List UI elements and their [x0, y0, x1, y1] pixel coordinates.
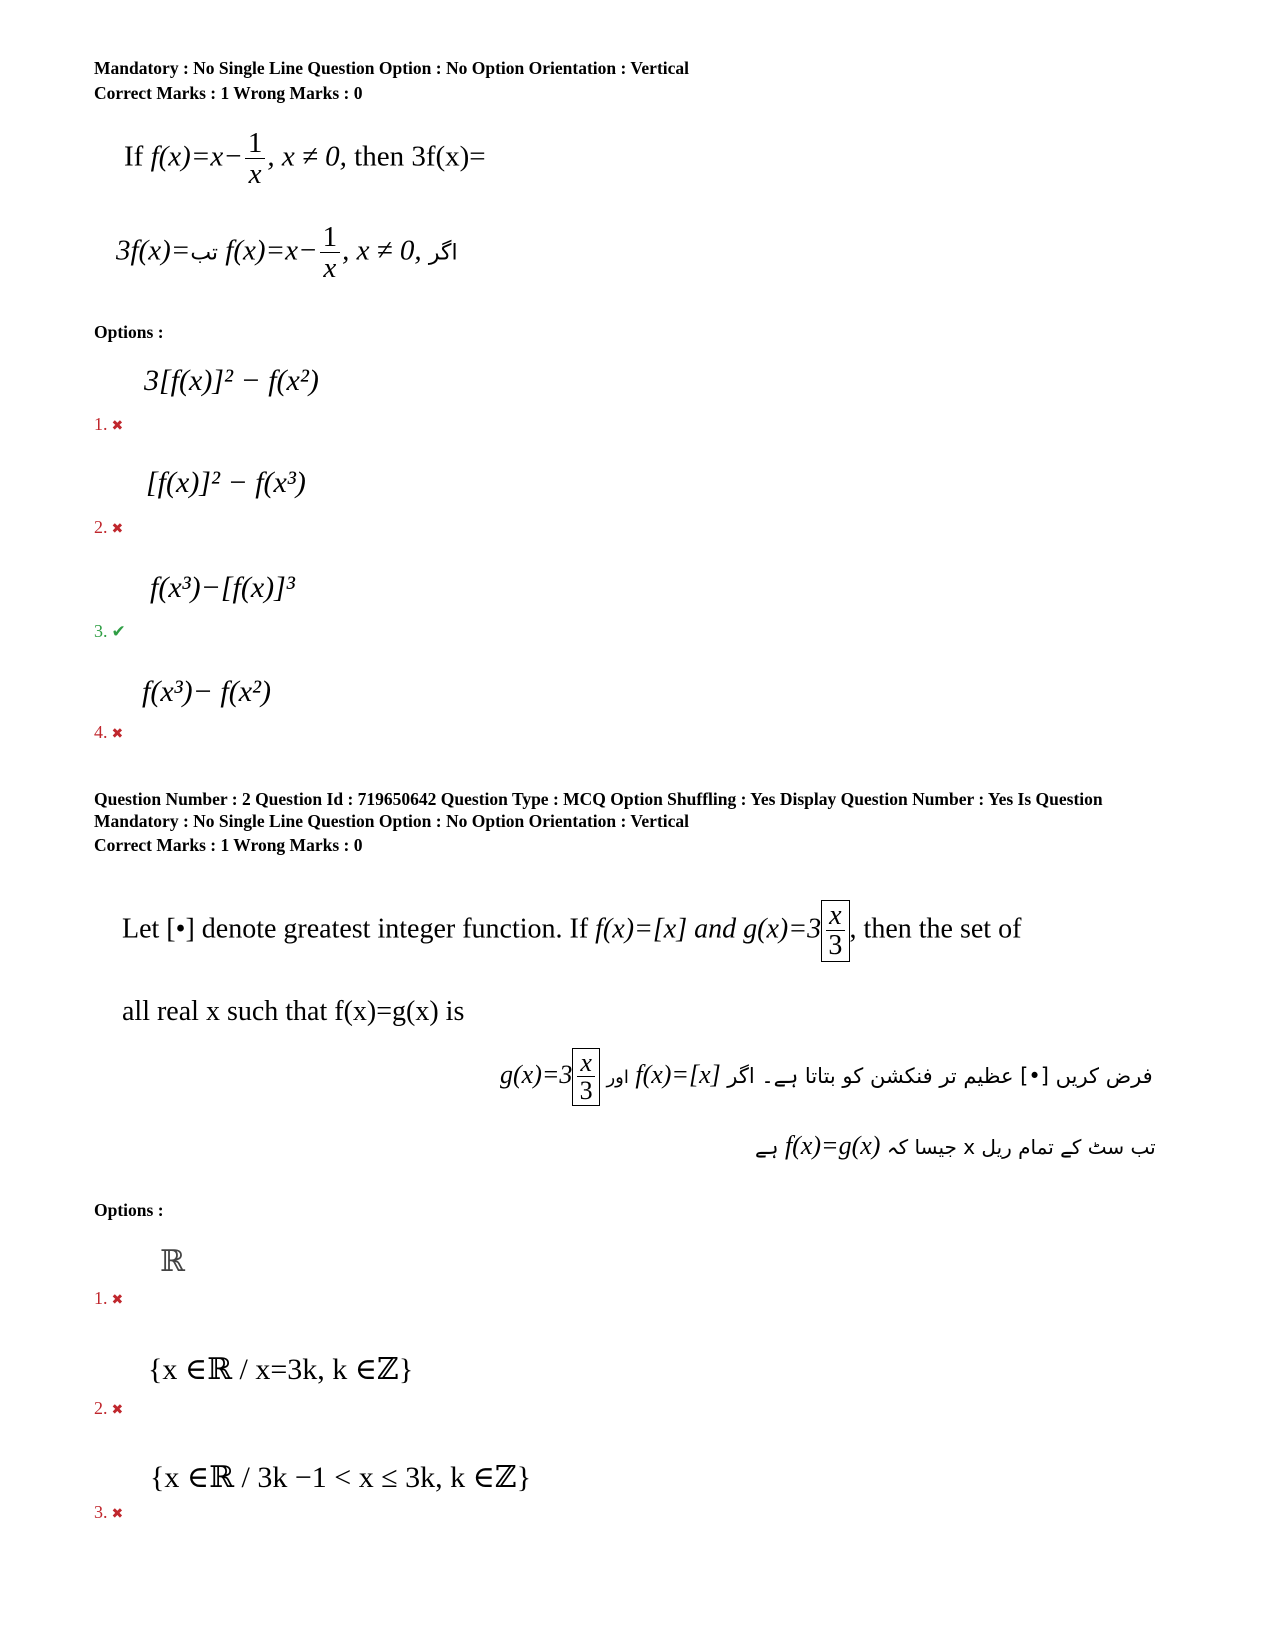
q2-ur-fx: f(x)=[x] — [635, 1059, 721, 1089]
q2-meta-line1: Question Number : 2 Question Id : 719650642 Question Type : MCQ Option Shuffling : Yes Display Question Number : Yes Is Question — [94, 789, 1103, 809]
q2-option-2-num: 2. — [94, 1398, 108, 1418]
q1-option-1-num: 1. — [94, 414, 108, 434]
q2-ur-aur: اور — [606, 1066, 629, 1088]
q1-option-4-num: 4. — [94, 722, 108, 742]
q2-option-3[interactable] — [94, 1502, 123, 1523]
q1-en-if: If — [124, 140, 144, 173]
q1-ur-fx: f(x)=x− — [225, 234, 318, 267]
q2-option-3-expr: {x ∈ℝ / 3k −1 < x ≤ 3k, k ∈ℤ} — [150, 1461, 532, 1494]
q1-ur-den: x — [323, 252, 337, 285]
wrong-icon: ✖ — [111, 1403, 124, 1418]
q1-option-1-expr: 3[f(x)]² − f(x²) — [144, 364, 319, 397]
q1-option-3-num: 3. — [94, 621, 108, 641]
q2-en-part2: f(x)=[x] and g(x)=3 — [595, 913, 822, 945]
q2-option-1[interactable] — [94, 1288, 123, 1309]
q2-question-urdu-line1 — [500, 1048, 1153, 1106]
q2-ur-text2: تب سٹ کے تمام ریل x جیسا کہ — [886, 1135, 1156, 1159]
q2-option-1-num: 1. — [94, 1288, 108, 1308]
q2-options-label: Options : — [94, 1200, 164, 1220]
q1-question-urdu — [116, 222, 458, 284]
q2-ur-eq: f(x)=g(x) — [784, 1131, 881, 1160]
q2-meta-line2: Mandatory : No Single Line Question Option : No Option Orientation : Vertical — [94, 811, 690, 831]
q2-en-part1: Let [•] denote greatest integer function. If — [122, 913, 589, 945]
q2-ur-frac-num: x — [577, 1049, 595, 1077]
q1-meta-line2: Correct Marks : 1 Wrong Marks : 0 — [94, 83, 363, 103]
q2-en-frac-den: 3 — [828, 930, 843, 962]
wrong-icon: ✖ — [111, 1507, 124, 1522]
check-icon: ✔ — [111, 622, 126, 641]
q1-ur-tab: تب — [190, 240, 219, 266]
q1-en-cond: , x ≠ 0, — [267, 140, 347, 173]
q2-ur-text1: فرض کریں [•] عظیم تر فنکشن کو بتاتا ہے۔ اگر — [727, 1063, 1153, 1088]
q1-ur-cond: , x ≠ 0, — [342, 234, 422, 267]
q2-ur-hai: ہے — [755, 1135, 779, 1159]
q2-ur-frac-den: 3 — [579, 1076, 593, 1106]
q1-option-3[interactable] — [94, 621, 126, 642]
q1-options-label: Options : — [94, 322, 164, 342]
q1-en-fx: f(x)=x− — [150, 140, 243, 173]
q2-en-part3: , then the set of — [849, 913, 1022, 945]
q1-ur-agar: اگر — [428, 240, 458, 266]
q2-en-frac-num: x — [826, 901, 844, 931]
q1-option-2[interactable] — [94, 517, 123, 538]
q2-option-2-expr: {x ∈ℝ / x=3k, k ∈ℤ} — [148, 1353, 414, 1386]
q2-option-2[interactable] — [94, 1398, 123, 1419]
q1-en-num: 1 — [245, 128, 266, 159]
wrong-icon: ✖ — [111, 522, 124, 537]
q1-en-den: x — [248, 158, 262, 191]
wrong-icon: ✖ — [111, 1293, 124, 1308]
q1-option-3-expr: f(x³)−[f(x)]³ — [150, 571, 295, 604]
q1-meta-line1: Mandatory : No Single Line Question Option : No Option Orientation : Vertical — [94, 58, 690, 78]
wrong-icon: ✖ — [111, 419, 124, 434]
q1-ur-left: 3f(x)= — [116, 234, 191, 267]
q1-option-2-expr: [f(x)]² − f(x³) — [146, 466, 306, 499]
q2-question-urdu-line2 — [755, 1131, 1156, 1161]
q1-en-then: then 3f(x)= — [354, 140, 486, 173]
q1-option-4[interactable] — [94, 722, 123, 743]
q2-option-1-expr: ℝ — [160, 1245, 185, 1278]
q2-question-english-line1 — [122, 900, 1021, 962]
q1-option-1[interactable] — [94, 414, 123, 435]
q2-meta-line3: Correct Marks : 1 Wrong Marks : 0 — [94, 835, 363, 855]
q1-option-2-num: 2. — [94, 517, 108, 537]
q2-ur-gx: g(x)=3 — [500, 1059, 573, 1089]
q1-question-english — [124, 128, 486, 190]
q1-ur-num: 1 — [320, 222, 341, 253]
q2-option-3-num: 3. — [94, 1502, 108, 1522]
q1-option-4-expr: f(x³)− f(x²) — [142, 675, 271, 708]
q2-question-english-line2: all real x such that f(x)=g(x) is — [122, 996, 465, 1027]
wrong-icon: ✖ — [111, 727, 124, 742]
